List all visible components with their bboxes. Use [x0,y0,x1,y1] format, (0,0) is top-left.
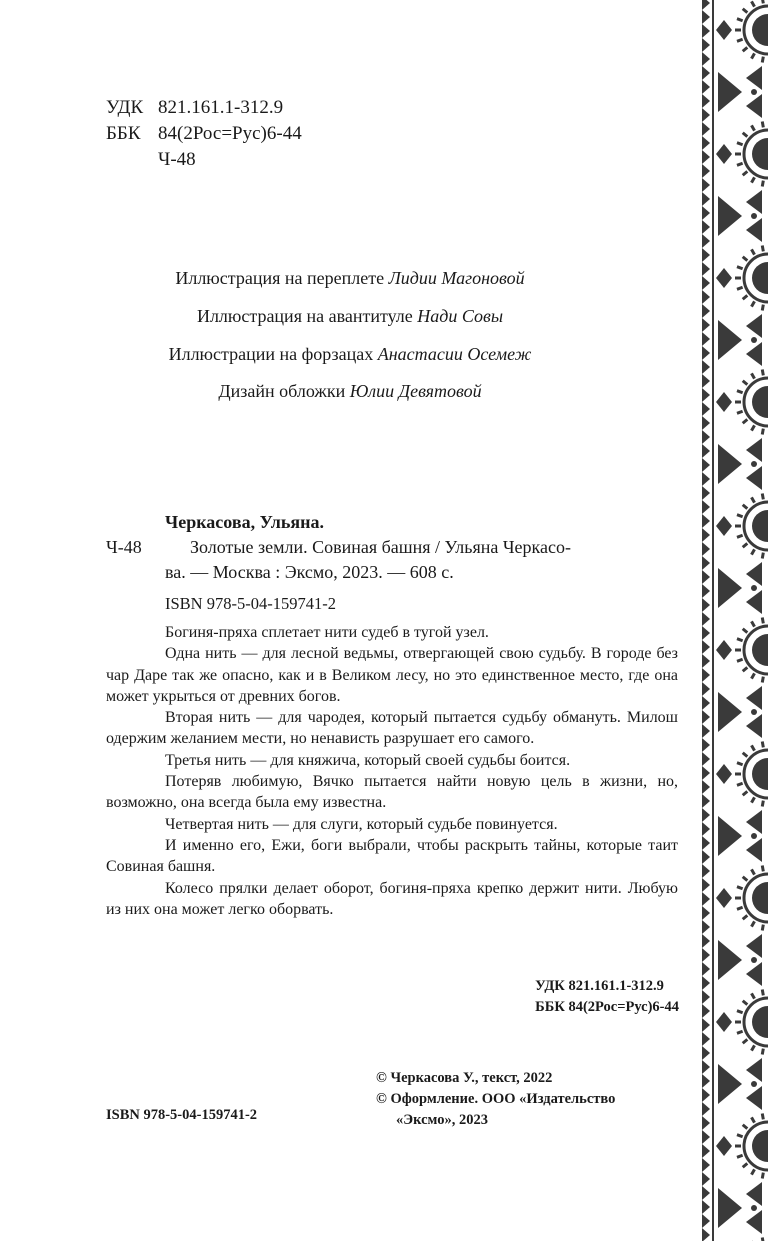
annotation-paragraph: Четвертая нить — для слуги, который судьбе повинуется. [165,815,558,833]
annotation-paragraph: Третья нить — для княжича, который своей судьбы боится. [165,751,571,769]
folk-border-icon [702,0,768,1241]
bbk-label: ББК [106,123,141,144]
footer-codes [535,976,679,1018]
bbk-value: 84(2Рос=Рус)6-44 [158,123,302,144]
annotation-paragraph: Вторая нить — для чародея, который пытается судьбу обмануть. Милош одержим желанием мести, но ненависть разрушает его самого. [106,709,678,748]
bib-title-line2: ва. — Москва : Эксмо, 2023. — 608 с. [165,562,454,582]
credit-endpaper-illustration: Иллюстрации на форзацах Анастасии Осемеж [168,344,532,364]
bib-isbn: ISBN 978-5-04-159741-2 [165,594,336,613]
footer-udk: УДК 821.161.1-312.9 [535,978,664,994]
credit-half-title-illustration: Иллюстрация на авантитуле Нади Совы [196,306,504,326]
bib-author: Черкасова, Ульяна. [165,512,324,532]
annotation-paragraph: Потеряв любимую, Вячко пытается найти новую цель в жизни, но, возможно, она всегда была ему известна. [106,773,678,812]
udk-value: 821.161.1-312.9 [158,97,284,118]
annotation-paragraph: Богиня-пряха сплетает нити судеб в тугой узел. [165,624,489,641]
classification-codes [106,95,302,173]
udk-label: УДК [106,97,144,118]
annotation [106,622,678,920]
copyright-publisher: «Эксмо», 2023 [396,1112,488,1128]
bib-code: Ч-48 [106,537,142,557]
annotation-paragraph: И именно его, Ежи, боги выбрали, чтобы раскрыть тайны, которые таит Совиная башня. [106,836,678,876]
annotation-paragraph: Одна нить — для лесной ведьмы, отвергающей свою судьбу. В городе без чар Даре так же опасно, как и в Великом лесу, но это единственное место, где она может укрыться от древних богов. [106,645,678,705]
annotation-paragraph: Колесо прялки делает оборот, богиня-пряха крепко держит нити. Любую из них она может легко оборвать. [106,879,678,918]
copyright-block [376,1068,615,1131]
credit-cover-design: Дизайн обложки Юлии Девятовой [218,381,482,401]
copyright-design: © Оформление. ООО «Издательство [376,1091,616,1107]
bib-title-line1: Золотые земли. Совиная башня / Ульяна Черкасо- [190,537,571,557]
credit-cover-illustration: Иллюстрация на переплете Лидии Магоновой [175,268,525,288]
author-mark: Ч-48 [158,149,196,170]
isbn-bottom: ISBN 978-5-04-159741-2 [106,1107,258,1123]
copyright-text: © Черкасова У., текст, 2022 [376,1070,553,1086]
footer-bbk: ББК 84(2Рос=Рус)6-44 [535,999,679,1015]
